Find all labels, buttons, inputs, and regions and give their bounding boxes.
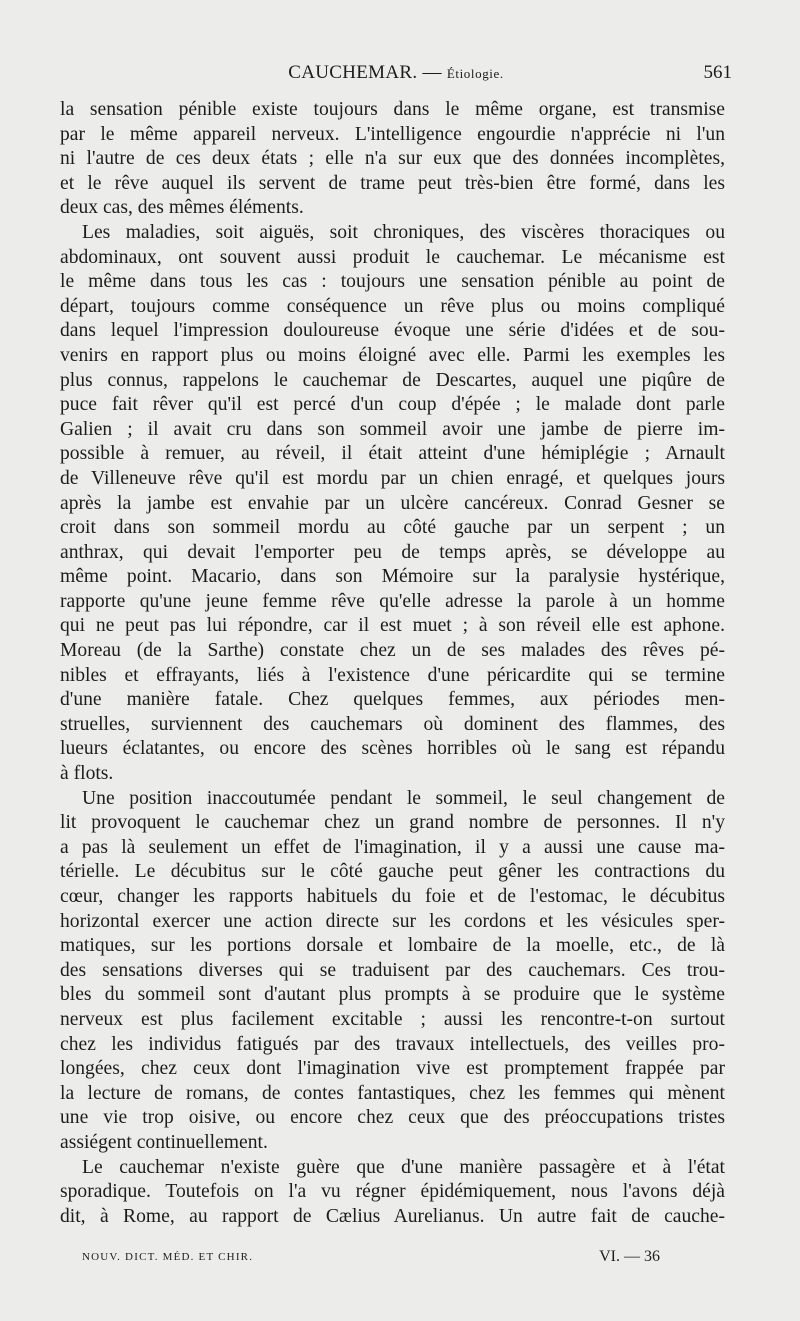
text-line: chez les individus fatigués par des travaux intellectuels, des veilles pro- xyxy=(60,1033,725,1055)
paragraph xyxy=(60,221,725,787)
page-number: 561 xyxy=(703,62,732,83)
page-footer xyxy=(60,1248,660,1272)
text-line: plus connus, rappelons le cauchemar de Descartes, auquel une piqûre de xyxy=(60,369,725,391)
text-line: lueurs éclatantes, ou encore des scènes horribles où le sang est répandu xyxy=(60,738,725,760)
text-line: Les maladies, soit aiguës, soit chroniques, des viscères thoraciques ou xyxy=(82,221,725,243)
running-title-dash: — xyxy=(417,62,447,83)
text-line: et le rêve auquel ils servent de trame peut très-bien être formé, dans les xyxy=(60,172,725,194)
running-title-section: Étiologie. xyxy=(446,66,504,81)
text-line: Une position inaccoutumée pendant le sommeil, le seul changement de xyxy=(82,787,725,809)
text-line: à flots. xyxy=(60,763,114,785)
text-line: après la jambe est envahie par un ulcère cancéreux. Conrad Gesner se xyxy=(60,492,725,514)
text-line: départ, toujours comme conséquence un rêve plus ou moins compliqué xyxy=(60,295,725,317)
text-line: dit, à Rome, au rapport de Cælius Aurelianus. Un autre fait de cauche- xyxy=(60,1205,725,1227)
text-line: nerveux est plus facilement excitable ; aussi les rencontre-t-on surtout xyxy=(60,1008,725,1030)
text-line: des sensations diverses qui se traduisent par des cauchemars. Ces trou- xyxy=(60,959,725,981)
paragraph xyxy=(60,787,725,1156)
text-line: a pas là seulement un effet de l'imagination, il y a aussi une cause ma- xyxy=(60,836,725,858)
text-line: la sensation pénible existe toujours dans le même organe, est transmise xyxy=(60,99,725,120)
text-line: térielle. Le décubitus sur le côté gauche peut gêner les contractions du xyxy=(60,861,725,883)
text-line: Moreau (de la Sarthe) constate chez un de ses malades des rêves pé- xyxy=(60,640,725,662)
text-line: cœur, changer les rapports habituels du foie et de l'estomac, le décubitus xyxy=(60,886,725,907)
running-title-main: CAUCHEMAR. xyxy=(288,62,418,83)
text-line: bles du sommeil sont d'autant plus prompts à se produire que le système xyxy=(60,984,725,1006)
text-line: Galien ; il avait cru dans son sommeil avoir une jambe de pierre im- xyxy=(60,418,725,440)
text-line: nibles et effrayants, liés à l'existence d'une péricardite qui se termine xyxy=(60,664,725,686)
text-line: assiégent continuellement. xyxy=(60,1131,268,1153)
text-line: une vie trop oisive, ou encore chez ceux que des préoccupations tristes xyxy=(60,1107,725,1129)
printer-signature: NOUV. DICT. MÉD. ET CHIR. xyxy=(82,1251,254,1263)
text-line: horizontal exercer une action directe sur les cordons et les vésicules sper- xyxy=(60,910,725,932)
text-line: de Villeneuve rêve qu'il est mordu par un chien enragé, et quelques jours xyxy=(60,467,725,489)
running-title xyxy=(60,62,732,84)
text-line: longées, chez ceux dont l'imagination vive est promptement frappée par xyxy=(60,1058,725,1080)
text-line: ni l'autre de ces deux états ; elle n'a sur eux que des données incomplètes, xyxy=(60,148,725,170)
text-line: d'une manière fatale. Chez quelques femmes, aux périodes men- xyxy=(60,689,725,711)
text-line: la lecture de romans, de contes fantastiques, chez les femmes qui mènent xyxy=(60,1082,725,1104)
text-line: puce fait rêver qu'il est percé d'un coup d'épée ; le malade dont parle xyxy=(60,394,725,416)
text-line: possible à remuer, au réveil, il était atteint d'une hémiplégie ; Arnault xyxy=(60,443,725,465)
text-line: matiques, sur les portions dorsale et lombaire de la moelle, etc., de là xyxy=(60,935,725,957)
text-line: croit dans son sommeil mordu au côté gauche par un serpent ; un xyxy=(60,517,725,539)
text-line: abdominaux, ont souvent aussi produit le cauchemar. Le mécanisme est xyxy=(60,246,725,268)
text-line: rapporte qu'une jeune femme rêve qu'elle adresse la parole à un homme xyxy=(60,590,725,612)
paragraph xyxy=(60,1156,725,1230)
text-line: dans lequel l'impression douloureuse évoque une série d'idées et de sou- xyxy=(60,320,725,342)
text-line: anthrax, qui devait l'emporter peu de temps après, se développe au xyxy=(60,541,725,563)
paragraph xyxy=(60,98,725,221)
text-line: venirs en rapport plus ou moins éloigné avec elle. Parmi les exemples les xyxy=(60,344,725,366)
text-line: lit provoquent le cauchemar chez un grand nombre de personnes. Il n'y xyxy=(60,812,725,834)
text-line: Le cauchemar n'existe guère que d'une manière passagère et à l'état xyxy=(82,1156,725,1178)
sheet-signature: VI. — 36 xyxy=(599,1248,660,1265)
text-line: par le même appareil nerveux. L'intelligence engourdie n'apprécie ni l'un xyxy=(60,123,725,145)
text-line: struelles, surviennent des cauchemars où dominent des flammes, des xyxy=(60,713,725,735)
text-line: sporadique. Toutefois on l'a vu régner épidémiquement, nous l'avons déjà xyxy=(60,1181,725,1203)
body-text xyxy=(60,98,725,1229)
text-line: deux cas, des mêmes éléments. xyxy=(60,197,304,219)
text-line: même point. Macario, dans son Mémoire sur la paralysie hystérique, xyxy=(60,566,725,588)
text-line: qui ne peut pas lui répondre, car il est muet ; à son réveil elle est aphone. xyxy=(60,615,725,637)
running-head xyxy=(60,62,732,88)
text-line: le même dans tous les cas : toujours une sensation pénible au point de xyxy=(60,271,725,293)
